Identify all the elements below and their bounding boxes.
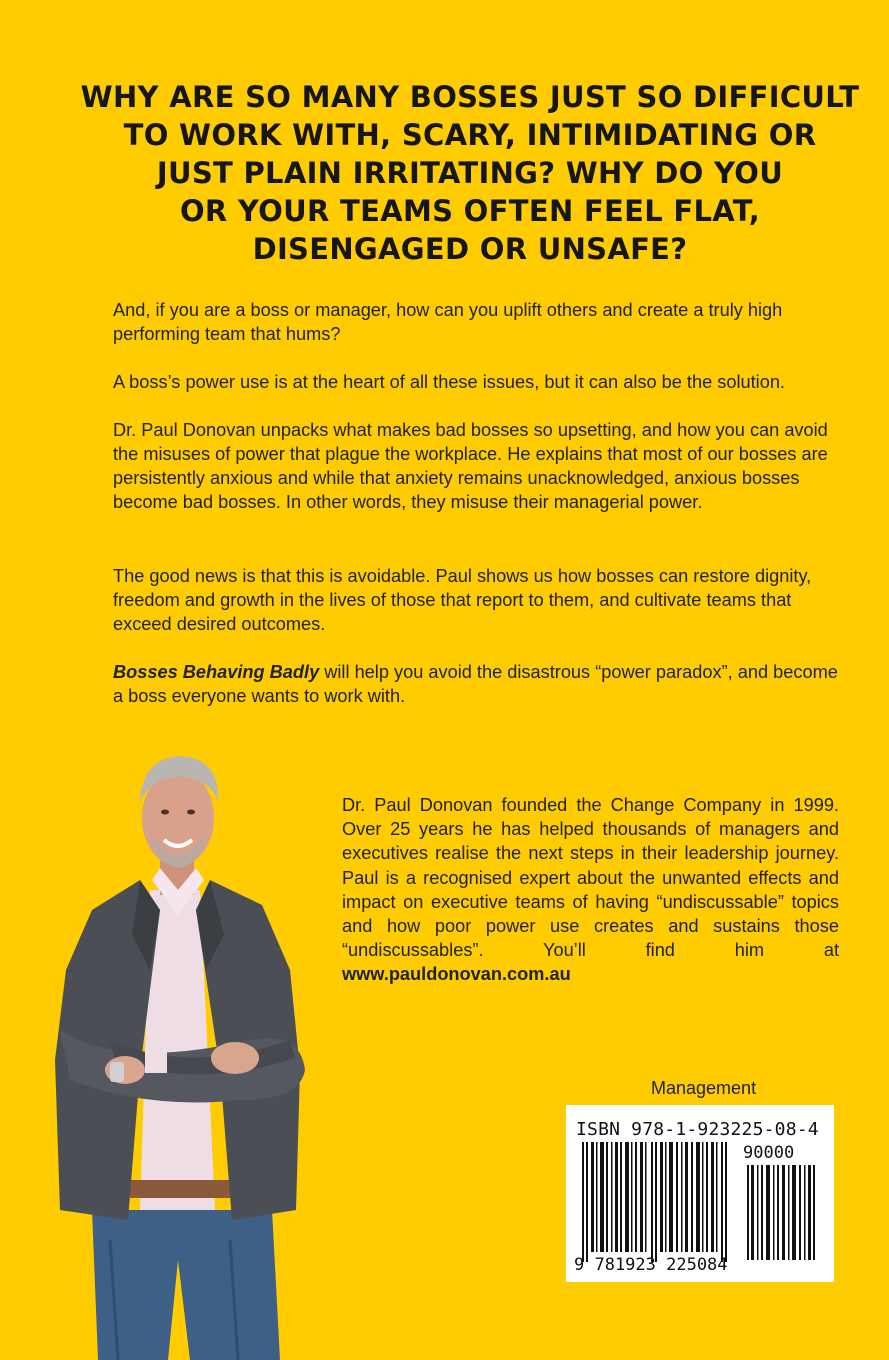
blurb-paragraph-4 (113, 564, 843, 636)
paragraph-rest: will help you avoid the disastrous “power paradox”, and become a boss everyone wants to work with. (113, 662, 838, 706)
jeans (92, 1210, 280, 1360)
headline-line: OR YOUR TEAMS OFTEN FEEL FLAT, (179, 194, 761, 228)
author-bio (342, 793, 839, 987)
headline (60, 78, 880, 268)
category-label: Management (651, 1078, 757, 1098)
barcode-panel (566, 1105, 834, 1282)
headline-line: JUST PLAIN IRRITATING? WHY DO YOU (156, 156, 784, 190)
author-photo (0, 740, 340, 1360)
author-website-link[interactable]: www.pauldonovan.com.au (342, 964, 571, 985)
paragraph-text: A boss’s power use is at the heart of all these issues, but it can also be the solution. (113, 372, 785, 392)
isbn-label: ISBN 978-1-923225-08-4 (576, 1119, 819, 1140)
paragraph-text: Dr. Paul Donovan unpacks what makes bad bosses so upsetting, and how you can avoid the misuses of power that plague the workplace. He explains that most of our bosses are persistently anxious and while that anxiety remains unacknowledged, anxious bosses become bad bosses. In other words, they misuse their managerial power. (113, 420, 828, 512)
bio-text: Dr. Paul Donovan founded the Change Company in 1999. Over 25 years he has helped thousands of managers and executives realise the next steps in their leadership journey. Paul is a recognised expert about the unwanted effects and impact on executive teams of having “undiscussable” topics and how poor power use creates and sustains those “undiscussables”. You’ll find him at (342, 795, 839, 961)
blurb-paragraph-5 (113, 660, 843, 708)
headline-line: TO WORK WITH, SCARY, INTIMIDATING OR (123, 118, 817, 152)
ean-barcode-bars (582, 1142, 732, 1262)
blurb-paragraph-1 (113, 298, 843, 346)
price-addon-code: 90000 (743, 1143, 795, 1163)
ean-digits: 9 781923 225084 (574, 1255, 728, 1275)
paragraph-text: The good news is that this is avoidable. Paul shows us how bosses can restore dignity, freedom and growth in the lives of those that report to them, and cultivate teams that exceed desired outcomes. (113, 566, 812, 634)
paragraph-text (113, 660, 843, 708)
headline-line: WHY ARE SO MANY BOSSES JUST SO DIFFICULT (80, 80, 860, 114)
book-title: Bosses Behaving Badly (113, 662, 320, 682)
paragraph-text: And, if you are a boss or manager, how can you uplift others and create a truly high performing team that hums? (113, 300, 783, 344)
blurb-paragraph-2 (113, 370, 843, 394)
blurb-paragraph-3 (113, 418, 843, 514)
headline-line: DISENGAGED OR UNSAFE? (252, 232, 688, 266)
addon-barcode-bars (747, 1165, 817, 1260)
